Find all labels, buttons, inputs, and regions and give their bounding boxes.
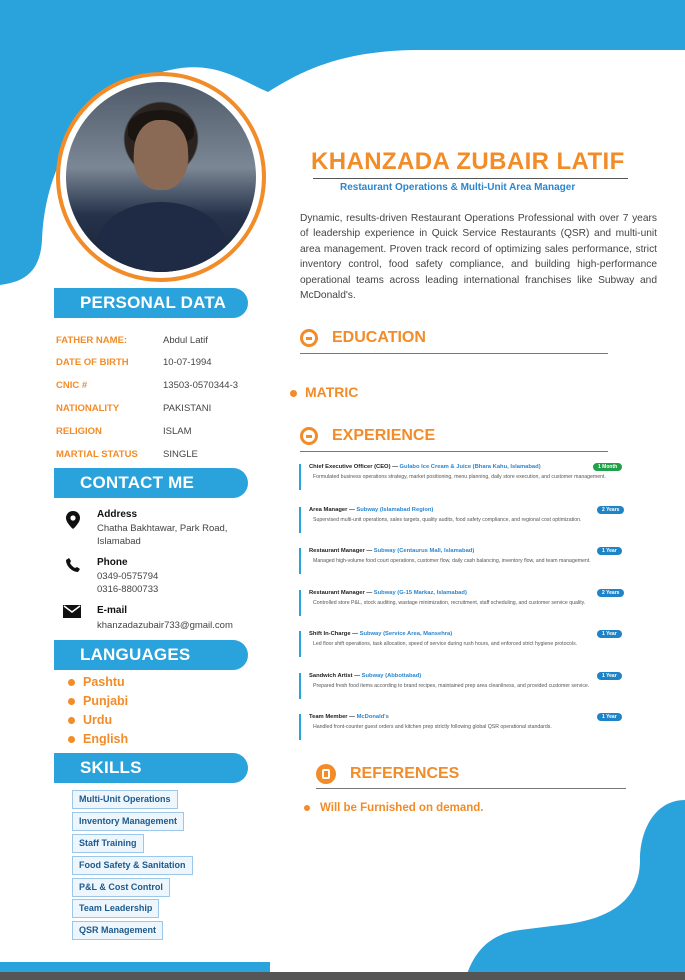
experience-description: Handled front-counter guest orders and kitchen prep strictly following global QSR operational standards. [313, 724, 552, 730]
experience-heading [300, 427, 435, 445]
experience-role-line: Restaurant Manager — Subway (G-15 Markaz, Islamabad) [309, 590, 467, 596]
personal-label: NATIONALITY [56, 403, 120, 414]
experience-duration-badge: 1 Year [597, 713, 622, 721]
skill-tag: Team Leadership [72, 899, 159, 918]
education-item-label: MATRIC [305, 384, 359, 400]
personal-value: Abdul Latif [163, 335, 208, 346]
experience-role-line: Sandwich Artist — Subway (Abbottabad) [309, 673, 422, 679]
personal-value: 13503-0570344-3 [163, 380, 239, 391]
experience-duration-badge: 1 Year [597, 547, 622, 555]
education-heading [300, 329, 426, 347]
experience-divider [300, 451, 608, 452]
references-heading-label: REFERENCES [350, 765, 460, 783]
experience-entry [299, 464, 679, 490]
email-icon [63, 605, 81, 623]
experience-entry [299, 673, 679, 699]
experience-entry [299, 590, 679, 616]
experience-company: Subway (Service Area, Mansehra) [359, 631, 453, 637]
contact-heading: CONTACT ME [54, 468, 248, 498]
language-item [68, 675, 125, 689]
personal-label: DATE OF BIRTH [56, 357, 129, 368]
experience-role-line: Shift In-Charge — Subway (Service Area, Mansehra) [309, 631, 453, 637]
personal-label: MARTIAL STATUS [56, 449, 138, 460]
languages-heading: LANGUAGES [54, 640, 248, 670]
experience-company: Subway (Abbottabad) [361, 673, 422, 679]
experience-entry [299, 507, 679, 533]
phone-number-2: 0316-8800733 [97, 584, 159, 595]
personal-value: PAKISTANI [163, 403, 212, 414]
language-label: Urdu [83, 713, 113, 727]
personal-value: SINGLE [163, 449, 198, 460]
graduation-cap-icon [300, 329, 318, 347]
experience-entry [299, 631, 679, 657]
experience-duration-badge: 2 Years [597, 589, 624, 597]
personal-label: RELIGION [56, 426, 102, 437]
address-title: Address [97, 509, 138, 520]
email-address[interactable]: khanzadazubair733@gmail.com [97, 620, 233, 631]
education-item [290, 384, 358, 400]
language-item [68, 713, 112, 727]
experience-role: Team Member [309, 714, 348, 720]
experience-company: Gulabo Ice Cream & Juice (Bhara Kahu, Islamabad) [399, 464, 541, 470]
experience-description: Managed high-volume food court operations, customer flow, daily cash balancing, inventory flow, and team management. [313, 558, 591, 564]
skill-tag: P&L & Cost Control [72, 878, 170, 897]
experience-duration-badge: 1 Year [597, 630, 622, 638]
experience-company: Subway (Centaurus Mall, Islamabad) [373, 548, 475, 554]
experience-role: Shift In-Charge [309, 631, 351, 637]
skill-tag: Staff Training [72, 834, 144, 853]
experience-company: Subway (G-15 Markaz, Islamabad) [373, 590, 467, 596]
experience-entry [299, 714, 679, 740]
candidate-name: KHANZADA ZUBAIR LATIF [311, 148, 625, 175]
language-label: Punjabi [83, 694, 129, 708]
address-line-2: Islamabad [97, 536, 141, 547]
language-label: Pashtu [83, 675, 125, 689]
personal-label: FATHER NAME: [56, 335, 128, 346]
bottom-bar [0, 972, 685, 980]
experience-entry [299, 548, 679, 574]
address-line-1: Chatha Bakhtawar, Park Road, [97, 523, 228, 534]
briefcase-icon [300, 427, 318, 445]
experience-description: Supervised multi-unit operations, sales targets, quality audits, food safety compliance, and regional cost optimization. [313, 517, 582, 523]
references-heading [316, 764, 459, 784]
experience-duration-badge: 1 Month [593, 463, 622, 471]
experience-duration-badge: 1 Year [597, 672, 622, 680]
language-item [68, 694, 128, 708]
experience-role-line: Chief Executive Officer (CEO) — Gulabo Ice Cream & Juice (Bhara Kahu, Islamabad) [309, 464, 541, 470]
language-item [68, 732, 128, 746]
experience-description: Led floor shift operations, task allocation, speed of service during rush hours, and enforced strict hygiene protocols. [313, 641, 578, 647]
experience-role: Restaurant Manager [309, 590, 365, 596]
document-icon [316, 764, 336, 784]
experience-role: Restaurant Manager [309, 548, 365, 554]
experience-duration-badge: 2 Years [597, 506, 624, 514]
candidate-subtitle: Restaurant Operations & Multi-Unit Area Manager [340, 182, 576, 193]
experience-role-line: Team Member — McDonald's [309, 714, 389, 720]
skill-tag: QSR Management [72, 921, 163, 940]
experience-role: Area Manager [309, 507, 348, 513]
experience-company: Subway (Islamabad Region) [356, 507, 434, 513]
education-heading-label: EDUCATION [332, 329, 426, 347]
skill-tag: Multi-Unit Operations [72, 790, 178, 809]
experience-description: Formulated business operations strategy, market positioning, menu planning, daily store execution, and customer management. [313, 474, 606, 480]
name-divider [313, 178, 628, 179]
references-divider [316, 788, 626, 789]
personal-label: CNIC # [56, 380, 88, 391]
experience-description: Prepared fresh food items according to brand recipes, maintained prep area cleanliness, and provided customer service. [313, 683, 590, 689]
experience-heading-label: EXPERIENCE [332, 427, 436, 445]
experience-role: Chief Executive Officer (CEO) [309, 464, 391, 470]
education-divider [300, 353, 608, 354]
profile-photo [66, 82, 256, 272]
skills-heading: SKILLS [54, 753, 248, 783]
personal-value: 10-07-1994 [163, 357, 212, 368]
location-pin-icon [64, 511, 82, 529]
personal-value: ISLAM [163, 426, 192, 437]
experience-role: Sandwich Artist [309, 673, 353, 679]
language-label: English [83, 732, 129, 746]
skill-tag: Inventory Management [72, 812, 184, 831]
skill-tag: Food Safety & Sanitation [72, 856, 193, 875]
professional-summary: Dynamic, results-driven Restaurant Operations Professional with over 7 years of leadership experience in Quick Service Restaurants (QSR) and multi-unit area management. Proven track record of optimizing sales performance, strict inventory control, food safety compliance, and building high-performance operational teams across leading international franchises like Subway and McDonald's. [300, 213, 657, 302]
references-text: Will be Furnished on demand. [320, 802, 484, 814]
personal-data-heading: PERSONAL DATA [54, 288, 248, 318]
experience-description: Controlled store P&L, stock auditing, wastage minimization, recruitment, staff scheduling, and customer service quality. [313, 600, 586, 606]
phone-icon [64, 558, 82, 576]
phone-title: Phone [97, 557, 128, 568]
email-title: E-mail [97, 605, 128, 616]
experience-role-line: Restaurant Manager — Subway (Centaurus Mall, Islamabad) [309, 548, 475, 554]
experience-company: McDonald's [356, 714, 389, 720]
phone-number-1: 0349-0575794 [97, 571, 159, 582]
experience-role-line: Area Manager — Subway (Islamabad Region) [309, 507, 434, 513]
references-item [304, 802, 483, 814]
